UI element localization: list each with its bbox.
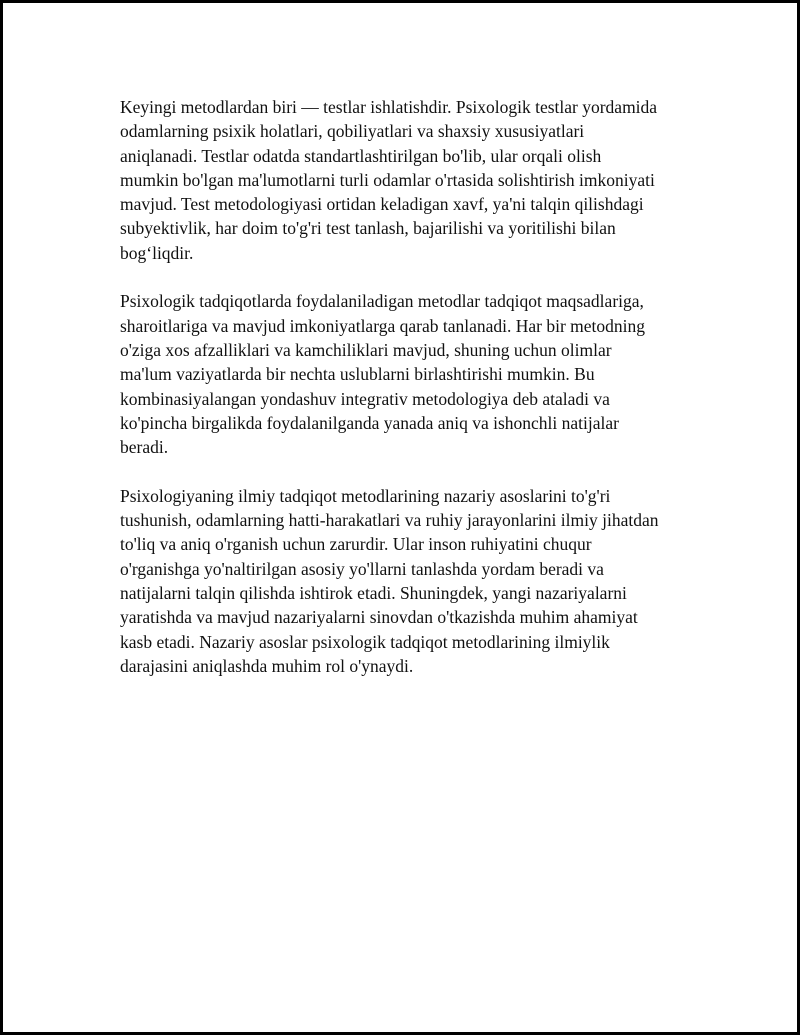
paragraph-testlar: Keyingi metodlardan biri — testlar ishlatishdir. Psixologik testlar yordamida odamlarning psixik holatlari, qobiliyatlari va shaxsiy xususiyatlari aniqlanadi. Testlar odatda standartlashtirilgan bo'lib, ular orqali olish mumkin bo'lgan ma'lumotlarni turli odamlar o'rtasida solishtirish imkoniyati mavjud. Test metodologiyasi ortidan keladigan xavf, ya'ni talqin qilishdagi subyektivlik, har doim to'g'ri test tanlash, bajarilishi va yoritilishi bilan bog‘liqdir. (120, 97, 658, 263)
paragraph-metodlar-tanlash: Psixologik tadqiqotlarda foydalaniladigan metodlar tadqiqot maqsadlariga, sharoitlariga va mavjud imkoniyatlarga qarab tanlanadi. Har bir metodning o'ziga xos afzalliklari va kamchiliklari mavjud, shuning uchun olimlar ma'lum vaziyatlarda bir nechta uslublarni birlashtirishi mumkin. Bu kombinasiyalangan yondashuv integrativ metodologiya deb ataladi va ko'pincha birgalikda foydalanilganda yanada aniq va ishonchli natijalar beradi. (120, 291, 645, 458)
paragraph-nazariy-asoslar: Psixologiyaning ilmiy tadqiqot metodlarining nazariy asoslarini to'g'ri tushunish, odamlarning hatti-harakatlari va ruhiy jarayonlarini ilmiy jihatdan to'liq va aniq o'rganish uchun zarurdir. Ular inson ruhiyatini chuqur o'rganishga yo'naltirilgan asosiy yo'llarni tanlashda yordam beradi va natijalarni talqin qilishda ishtirok etadi. Shuningdek, yangi nazariyalarni yaratishda va mavjud nazariyalarni sinovdan o'tkazishda muhim ahamiyat kasb etadi. Nazariy asoslar psixologik tadqiqot metodlarining ilmiylik darajasini aniqlashda muhim rol o'ynaydi. (120, 485, 659, 676)
document-body (120, 95, 700, 702)
